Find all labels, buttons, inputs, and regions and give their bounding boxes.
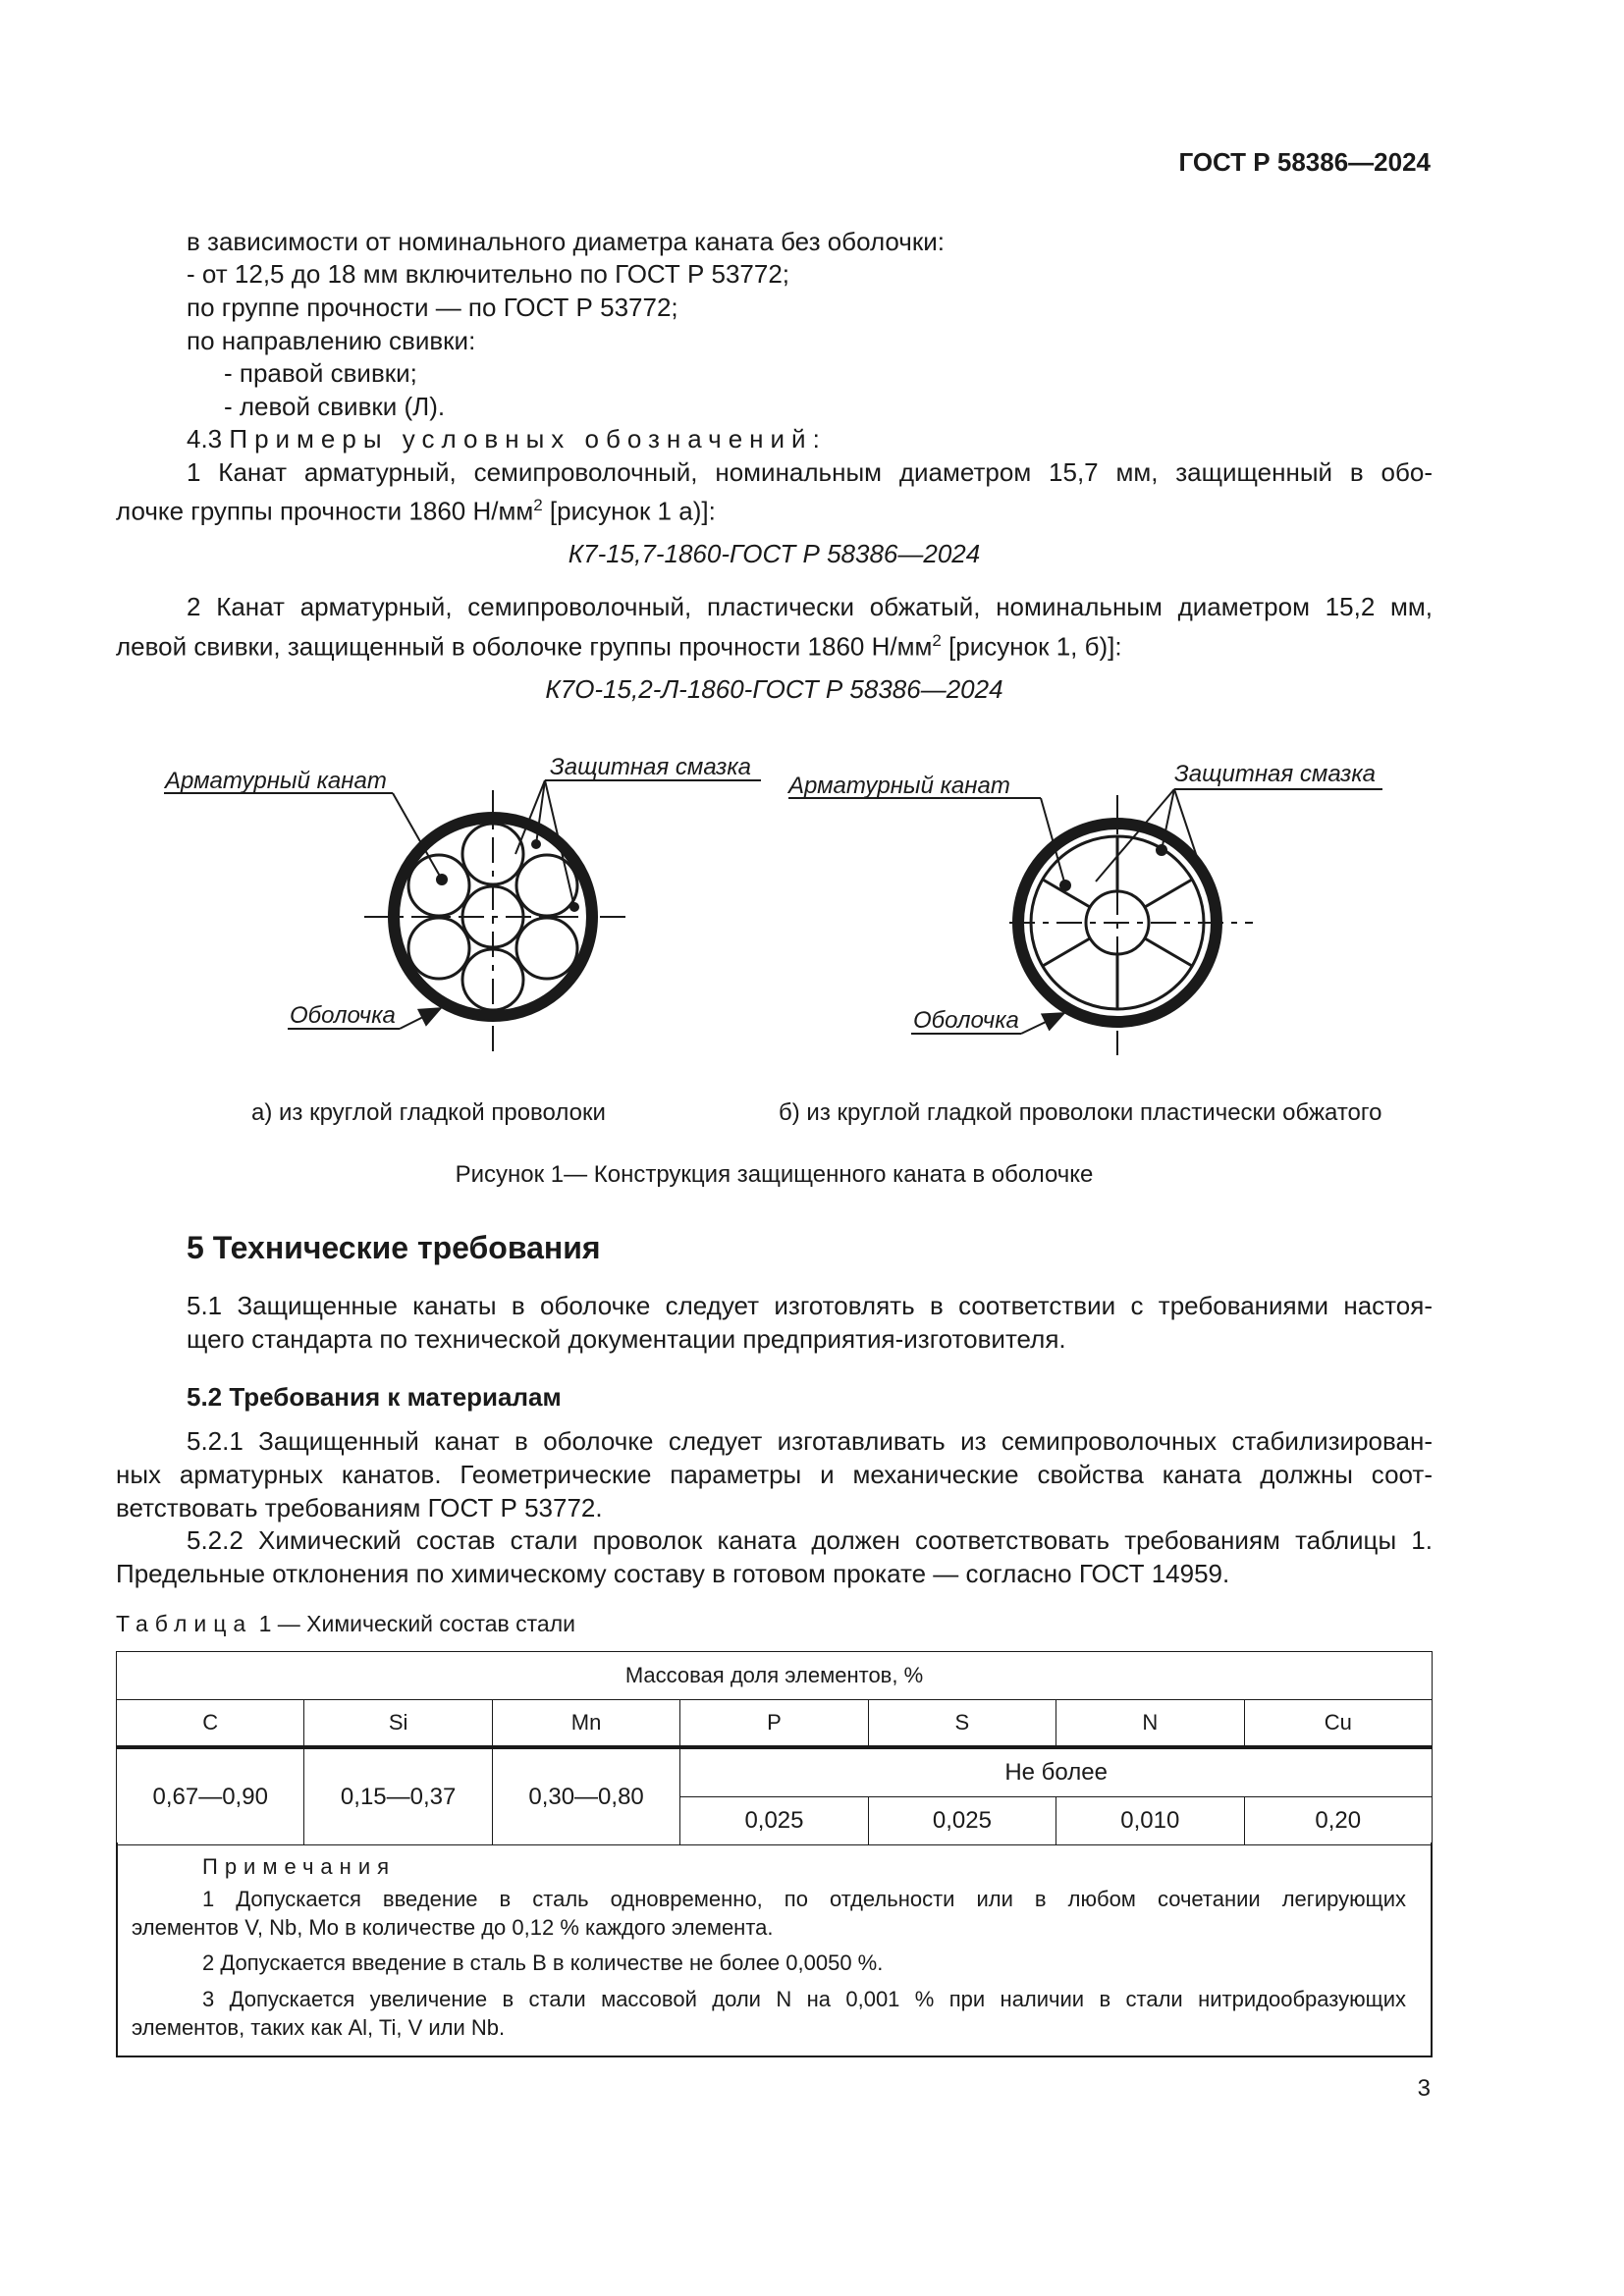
table-group-header: Массовая доля элементов, % bbox=[117, 1652, 1433, 1700]
rope-construction-figure bbox=[0, 741, 1624, 1095]
note-3: элементов, таких как Al, Ti, V или Nb. bbox=[132, 2015, 506, 2040]
example-2-line: 2 Канат арматурный, семипроволочный, пластически обжатый, номинальным диаметром 15,2 мм, bbox=[187, 592, 1433, 621]
column-header: Si bbox=[304, 1700, 492, 1748]
paragraph-5-1: 5.1 Защищенные канаты в оболочке следует изготовлять в соответствии с требованиями настоя- bbox=[187, 1291, 1433, 1320]
designation-example-2: К7О-15,2-Л-1860-ГОСТ Р 58386—2024 bbox=[545, 674, 1003, 704]
column-header: S bbox=[868, 1700, 1056, 1748]
paragraph-5-2-2: Предельные отклонения по химическому составу в готовом прокате — согласно ГОСТ 14959. bbox=[116, 1559, 1230, 1588]
intro-line: - правой свивки; bbox=[224, 358, 417, 388]
example-2-line: левой свивки, защищенный в оболочке группы прочности 1860 $Н/мм^2$ [рисунок 1, б)]: bbox=[116, 631, 1122, 662]
designation-example-1: К7-15,7-1860-ГОСТ Р 58386—2024 bbox=[568, 539, 981, 568]
table-notes bbox=[116, 1842, 1433, 2057]
value-c: 0,67—0,90 bbox=[117, 1747, 304, 1845]
paragraph-5-2-2: 5.2.2 Химический состав стали проволок каната должен соответствовать требованиям таблицы 1. bbox=[187, 1525, 1433, 1555]
value-mn: 0,30—0,80 bbox=[492, 1747, 679, 1845]
value-p: 0,025 bbox=[680, 1797, 868, 1845]
column-header: Cu bbox=[1244, 1700, 1432, 1748]
table-title: Таблица 1 — Химический состав стали bbox=[116, 1611, 575, 1636]
subsection-title: 5.2 Требования к материалам bbox=[187, 1382, 562, 1412]
example-1-line: лочке группы прочности 1860 $Н/мм^2$ [рисунок 1 а)]: bbox=[116, 496, 716, 526]
label-protective-grease-b: Защитная смазка bbox=[1174, 761, 1376, 787]
value-si: 0,15—0,37 bbox=[304, 1747, 492, 1845]
note-2: 2 Допускается введение в сталь В в количестве не более 0,0050 %. bbox=[202, 1950, 884, 1975]
intro-line: - левой свивки (Л). bbox=[224, 392, 446, 421]
label-reinforcing-rope-b: Арматурный канат bbox=[788, 773, 1010, 799]
example-1-line: 1 Канат арматурный, семипроволочный, номинальным диаметром 15,7 мм, защищенный в обо- bbox=[187, 457, 1433, 487]
paragraph-5-1: щего стандарта по технической документации предприятия-изготовителя. bbox=[187, 1324, 1066, 1354]
paragraph-5-2-1: ных арматурных канатов. Геометрические параметры и механические свойства каната должны соот- bbox=[116, 1460, 1433, 1489]
intro-line: - от 12,5 до 18 мм включительно по ГОСТ Р 53772; bbox=[187, 259, 790, 289]
note-1: элементов V, Nb, Mo в количестве до 0,12 % каждого элемента. bbox=[132, 1915, 774, 1940]
figure-b-compacted-wire bbox=[788, 789, 1382, 1055]
paragraph-5-2-1: 5.2.1 Защищенный канат в оболочке следует изготавливать из семипроволочных стабилизирован- bbox=[187, 1426, 1433, 1456]
figure-a-caption: а) из круглой гладкой проволоки bbox=[251, 1099, 606, 1126]
chemical-composition-table bbox=[116, 1651, 1433, 1845]
section-title: 5 Технические требования bbox=[187, 1230, 601, 1265]
column-header: Mn bbox=[492, 1700, 679, 1748]
value-s: 0,025 bbox=[868, 1797, 1056, 1845]
note-3: 3 Допускается увеличение в стали массовой доли N на 0,001 % при наличии в стали нитридообразующих bbox=[202, 1987, 1406, 2011]
intro-line: по направлению свивки: bbox=[187, 326, 476, 355]
not-more-header: Не более bbox=[680, 1747, 1433, 1797]
figure-caption: Рисунок 1— Конструкция защищенного каната в оболочке bbox=[455, 1161, 1094, 1188]
intro-line: по группе прочности — по ГОСТ Р 53772; bbox=[187, 293, 678, 322]
document-id: ГОСТ Р 58386—2024 bbox=[1178, 147, 1431, 177]
figure-a-round-wire bbox=[164, 780, 761, 1055]
note-1: 1 Допускается введение в сталь одновременно, по отдельности или в любом сочетании легирующих bbox=[202, 1887, 1406, 1911]
page-number: 3 bbox=[1417, 2075, 1431, 2102]
column-header: P bbox=[680, 1700, 868, 1748]
label-sheath-a: Оболочка bbox=[290, 1002, 396, 1029]
value-cu: 0,20 bbox=[1244, 1797, 1432, 1845]
label-protective-grease-a: Защитная смазка bbox=[550, 754, 751, 780]
column-header: N bbox=[1056, 1700, 1244, 1748]
value-n: 0,010 bbox=[1056, 1797, 1244, 1845]
paragraph-5-2-1: ветствовать требованиям ГОСТ Р 53772. bbox=[116, 1493, 603, 1522]
label-sheath-b: Оболочка bbox=[913, 1007, 1019, 1034]
column-header: C bbox=[117, 1700, 304, 1748]
notes-title: Примечания bbox=[202, 1854, 397, 1879]
label-reinforcing-rope-a: Арматурный канат bbox=[165, 768, 387, 794]
figure-b-caption: б) из круглой гладкой проволоки пластически обжатого bbox=[779, 1099, 1382, 1126]
examples-heading: 4.3 Примеры условных обозначений: bbox=[187, 424, 827, 454]
intro-line: в зависимости от номинального диаметра каната без оболочки: bbox=[187, 227, 945, 256]
